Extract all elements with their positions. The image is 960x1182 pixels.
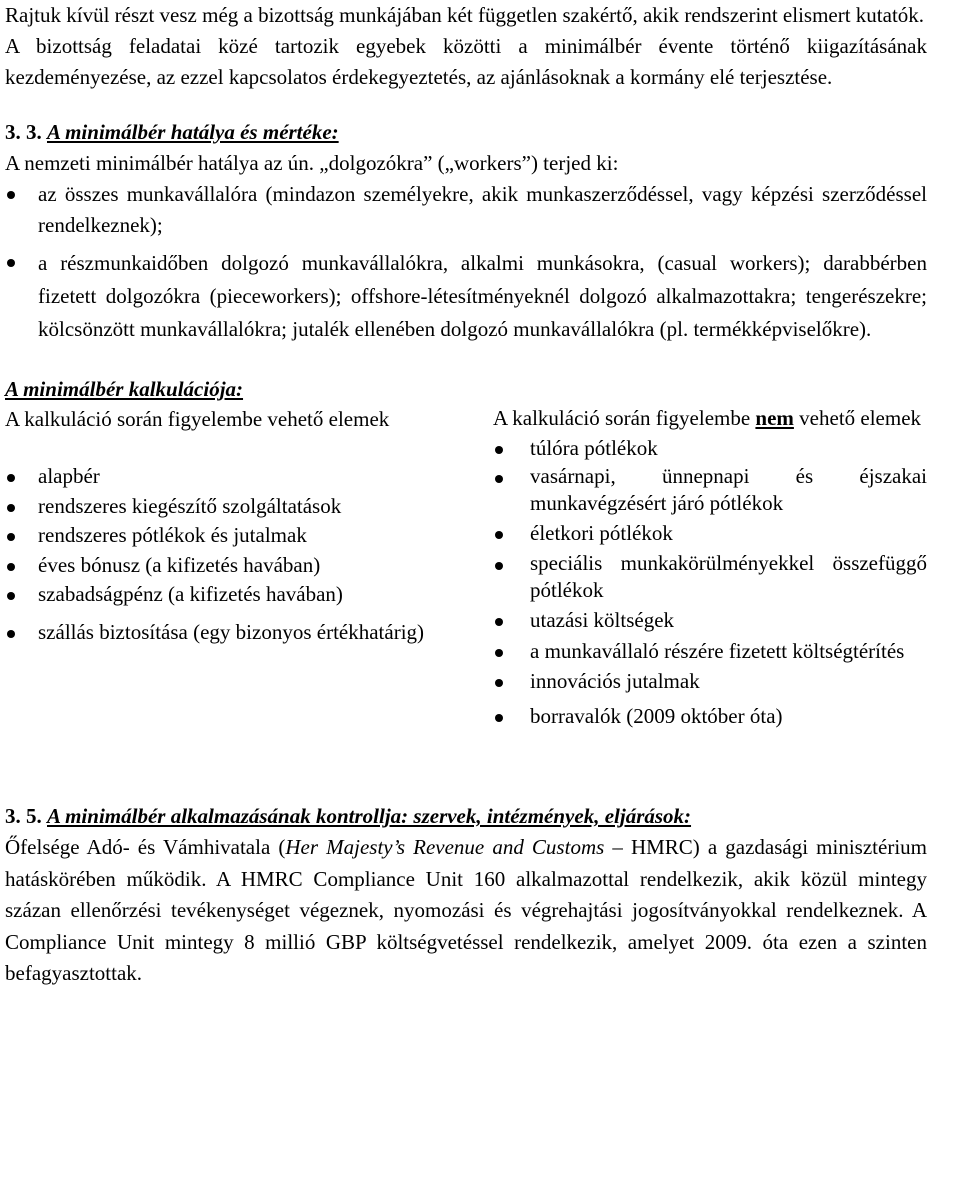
list-item: rendszeres pótlékok és jutalmak <box>5 521 471 551</box>
calc-columns <box>5 405 927 797</box>
list-item: alapbér <box>5 462 471 492</box>
document-page <box>5 0 927 990</box>
section-3-3-heading <box>5 117 927 148</box>
italic-term: Her Majesty’s Revenue and Customs <box>285 835 605 859</box>
list-item: speciális munkakörülményekkel összefüggő pótlékok <box>493 550 927 604</box>
section-3-5-paragraph: Őfelsége Adó- és Vámhivatala (Her Majesty’s Revenue and Customs – HMRC) a gazdasági minisztérium hatáskörében működik. A HMRC Compliance Unit 160 alkalmazottal rendelkezik, akik közül mintegy százan ellenőrzési tevékenységet végeznek, nyomozási és végrehajtási jogosítványokkal rendelkeznek. A Compliance Unit mintegy 8 millió GBP költségvetéssel rendelkezik, amelyet 2009. óta ezen a szinten befagyasztottak. <box>5 835 927 985</box>
list-item: az összes munkavállalóra (mindazon személyekre, akik munkaszerződéssel, vagy képzési szerződéssel rendelkeznek); <box>5 179 927 241</box>
included-list <box>5 462 471 647</box>
section-title: A minimálbér hatálya és mértéke: <box>47 120 339 144</box>
list-item: innovációs jutalmak <box>493 667 927 696</box>
scope-list <box>5 179 927 346</box>
list-item: utazási költségek <box>493 606 927 635</box>
section-3-5-heading <box>5 801 927 832</box>
emphasis-not: nem <box>755 406 794 430</box>
included-heading: A kalkuláció során figyelembe vehető elemek <box>5 407 390 431</box>
list-item: vasárnapi, ünnepnapi és éjszakai munkavégzésért járó pótlékok <box>493 463 927 517</box>
list-item: a munkavállaló részére fizetett költségtérítés <box>493 637 927 665</box>
list-item: a részmunkaidőben dolgozó munkavállalókra, alkalmi munkásokra, (casual workers); darabbérben fizetett dolgozókra (pieceworkers); offshore-létesítményeknél dolgozó alkalmazottakra; tengerészekre; kölcsönzött munkavállalókra; jutalék ellenében dolgozó munkavállalókra (pl. termékképviselőkre). <box>5 247 927 346</box>
list-item: borravalók (2009 október óta) <box>493 702 927 731</box>
list-item: életkori pótlékok <box>493 519 927 548</box>
section-number: 3. 3. <box>5 120 42 144</box>
excluded-heading: A kalkuláció során figyelembe nem vehető elemek <box>493 406 922 430</box>
calc-title: A minimálbér kalkulációja: <box>5 377 244 401</box>
excluded-list <box>493 434 927 731</box>
section-number: 3. 5. <box>5 804 42 828</box>
intro-paragraph-1: Rajtuk kívül részt vesz még a bizottság munkájában két független szakértő, akik rendszerint elismert kutatók. <box>5 3 925 27</box>
list-item: rendszeres kiegészítő szolgáltatások <box>5 492 471 522</box>
list-item: éves bónusz (a kifizetés havában) <box>5 551 471 581</box>
list-item: szállás biztosítása (egy bizonyos értékhatárig) <box>5 618 471 648</box>
intro-paragraph-2: A bizottság feladatai közé tartozik egyebek közötti a minimálbér évente történő kiigazításának kezdeményezése, az ezzel kapcsolatos érdekegyeztetés, az ajánlásoknak a kormány elé terjesztése. <box>5 34 927 89</box>
list-item: szabadságpénz (a kifizetés havában) <box>5 580 471 610</box>
excluded-column <box>493 405 927 731</box>
section-title: A minimálbér alkalmazásának kontrollja: szervek, intézmények, eljárások: <box>47 804 692 828</box>
calc-heading <box>5 374 927 405</box>
included-column <box>5 405 471 647</box>
list-item: túlóra pótlékok <box>493 434 927 463</box>
section-lead: A nemzeti minimálbér hatálya az ún. „dolgozókra” („workers”) terjed ki: <box>5 151 619 175</box>
